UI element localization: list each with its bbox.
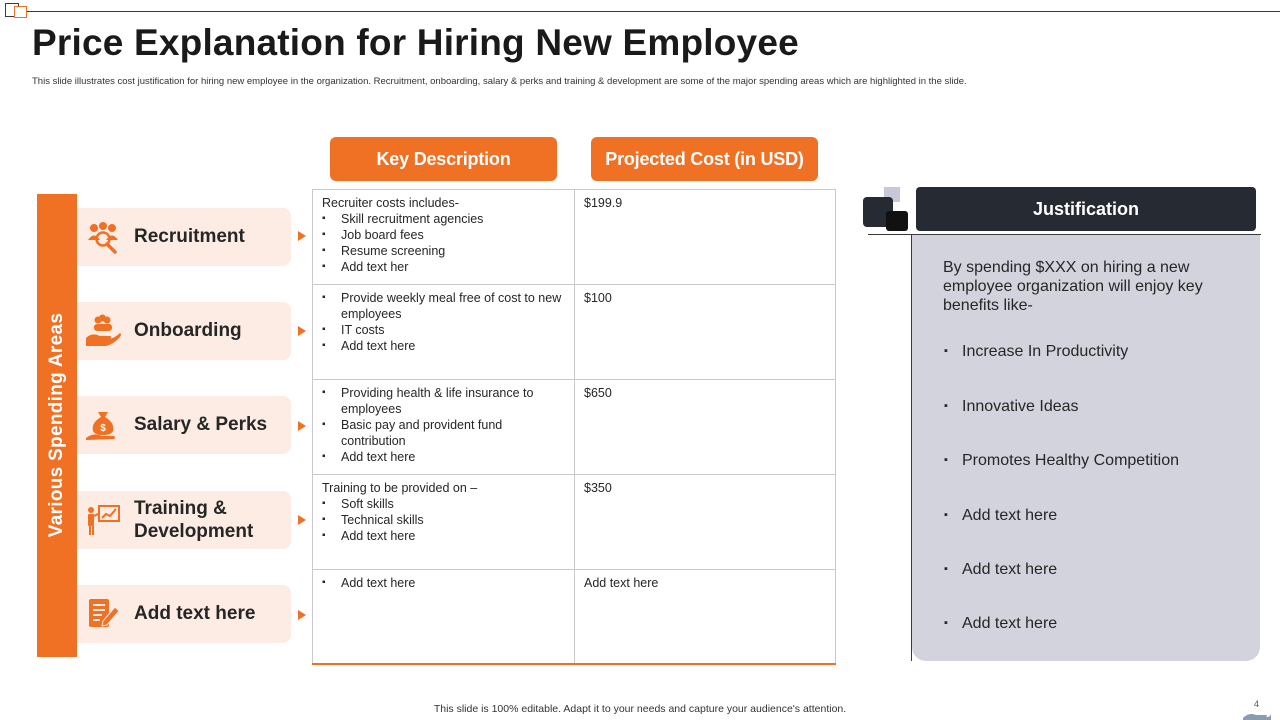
arrow-right-icon bbox=[298, 515, 306, 525]
corner-square-accent-icon bbox=[14, 6, 27, 18]
justification-item-text: Add text here bbox=[962, 507, 1058, 524]
justification-header: Justification bbox=[916, 187, 1256, 231]
area-card-training bbox=[77, 491, 291, 549]
money-bag-icon bbox=[85, 408, 121, 442]
area-card-onboarding bbox=[77, 302, 291, 360]
list-item: ▪ Providing health & life insurance to employees bbox=[322, 385, 565, 417]
list-item: ▪ Job board fees bbox=[322, 227, 565, 243]
description-cell bbox=[313, 475, 575, 570]
justification-item bbox=[944, 561, 1057, 579]
svg-text:$: $ bbox=[100, 423, 106, 434]
list-item: ▪ Basic pay and provident fund contribution bbox=[322, 417, 565, 449]
justification-item-text: Promotes Healthy Competition bbox=[962, 452, 1179, 469]
list-item: ▪ Provide weekly meal free of cost to new employees bbox=[322, 290, 565, 322]
slide-subtitle: This slide illustrates cost justification for hiring new employee in the organization. Recruitment, onboarding, salary & perks and training & development are some of the major spending areas which are highlighted in the slide. bbox=[32, 76, 967, 87]
area-label-training-line2: Development bbox=[134, 521, 254, 542]
justification-item-text: Add text here bbox=[962, 561, 1058, 578]
bullet-icon: ▪ bbox=[944, 509, 948, 521]
top-divider bbox=[18, 11, 1280, 12]
justification-divider bbox=[868, 234, 1261, 235]
cost-cell: $350 bbox=[575, 475, 836, 570]
cost-cell: $100 bbox=[575, 285, 836, 380]
justification-item-text: Add text here bbox=[962, 615, 1058, 632]
description-cell bbox=[313, 190, 575, 285]
justification-item bbox=[944, 507, 1057, 525]
justification-intro: By spending $XXX on hiring a new employee organization will enjoy key benefits like- bbox=[943, 259, 1203, 314]
decorative-square bbox=[886, 211, 908, 231]
description-cell bbox=[313, 380, 575, 475]
bullet-icon: ▪ bbox=[944, 345, 948, 357]
justification-item bbox=[944, 398, 1079, 416]
bullet-icon: ▪ bbox=[944, 617, 948, 629]
presentation-icon bbox=[85, 503, 121, 537]
description-lead: Training to be provided on – bbox=[322, 481, 478, 495]
justification-vertical-line bbox=[911, 234, 912, 661]
page-number: 4 bbox=[1254, 699, 1260, 709]
justification-item bbox=[944, 452, 1179, 470]
justification-item-text: Innovative Ideas bbox=[962, 398, 1079, 415]
list-item: ▪ Resume screening bbox=[322, 243, 565, 259]
area-card-salary-perks bbox=[77, 396, 291, 454]
table-row bbox=[313, 475, 836, 570]
description-cell bbox=[313, 570, 575, 664]
list-item: ▪ IT costs bbox=[322, 322, 565, 338]
list-item: ▪ Add text her bbox=[322, 259, 565, 275]
projected-cost-header: Projected Cost (in USD) bbox=[591, 137, 818, 181]
cost-cell: Add text here bbox=[575, 570, 836, 664]
list-item: ▪ Skill recruitment agencies bbox=[322, 211, 565, 227]
table-row bbox=[313, 380, 836, 475]
list-item: ▪ Soft skills bbox=[322, 496, 565, 512]
area-label-training bbox=[134, 497, 253, 543]
table-row bbox=[313, 570, 836, 664]
slide-footer: This slide is 100% editable. Adapt it to your needs and capture your audience's attention. bbox=[433, 703, 847, 715]
recruitment-icon bbox=[85, 220, 121, 254]
bullet-icon: ▪ bbox=[944, 454, 948, 466]
onboarding-hand-icon bbox=[85, 314, 121, 348]
key-description-header: Key Description bbox=[330, 137, 557, 181]
cost-cell: $650 bbox=[575, 380, 836, 475]
justification-item-text: Increase In Productivity bbox=[962, 343, 1129, 360]
area-label-salary-perks: Salary & Perks bbox=[134, 414, 268, 435]
description-lead: Recruiter costs includes- bbox=[322, 196, 459, 210]
list-item: ▪ Technical skills bbox=[322, 512, 565, 528]
list-item: ▪ Add text here bbox=[322, 575, 565, 591]
spending-areas-label: Various Spending Areas bbox=[46, 312, 67, 538]
list-item: ▪ Add text here bbox=[322, 449, 565, 465]
list-item: ▪ Add text here bbox=[322, 528, 565, 544]
document-edit-icon bbox=[85, 597, 121, 631]
justification-item bbox=[944, 615, 1057, 633]
area-label-recruitment: Recruitment bbox=[134, 226, 245, 247]
arrow-right-icon bbox=[298, 421, 306, 431]
area-card-add-text bbox=[77, 585, 291, 643]
table-row bbox=[313, 285, 836, 380]
arrow-right-icon bbox=[298, 610, 306, 620]
bullet-icon: ▪ bbox=[944, 563, 948, 575]
description-cell bbox=[313, 285, 575, 380]
arrow-right-icon bbox=[298, 326, 306, 336]
area-label-add-text: Add text here bbox=[134, 603, 256, 624]
arrow-right-icon bbox=[298, 231, 306, 241]
list-item: ▪ Add text here bbox=[322, 338, 565, 354]
table-row bbox=[313, 190, 836, 285]
bullet-icon: ▪ bbox=[944, 400, 948, 412]
area-label-onboarding: Onboarding bbox=[134, 320, 242, 341]
area-card-recruitment bbox=[77, 208, 291, 266]
page-title: Price Explanation for Hiring New Employee bbox=[32, 22, 799, 63]
area-label-training-line1: Training & bbox=[134, 498, 227, 519]
cost-table bbox=[312, 189, 836, 665]
hand-icon bbox=[1242, 708, 1272, 720]
cost-cell: $199.9 bbox=[575, 190, 836, 285]
justification-item bbox=[944, 343, 1128, 361]
